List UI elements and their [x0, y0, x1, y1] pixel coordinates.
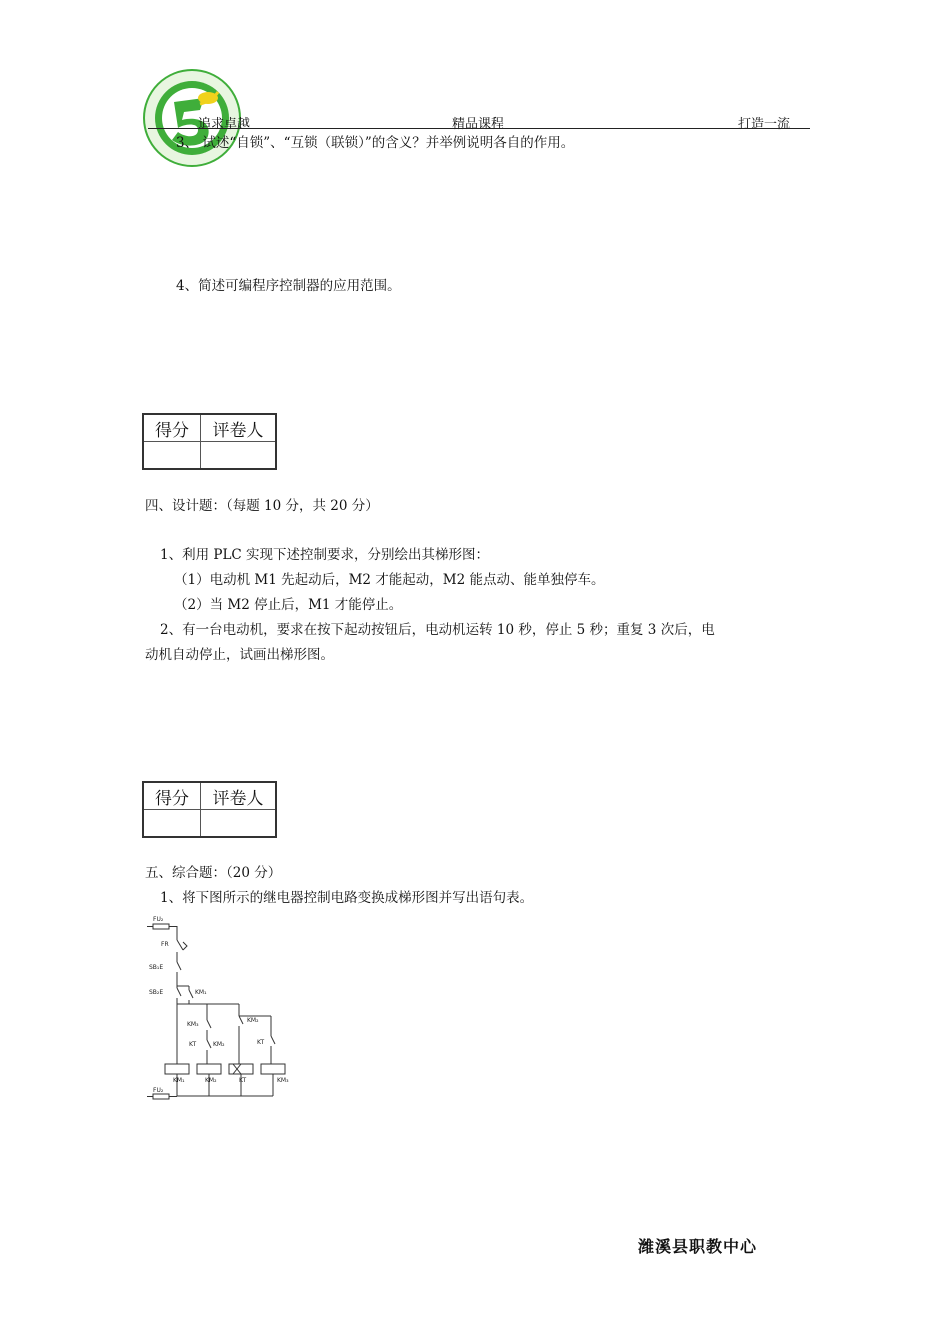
score-header: 得分	[143, 414, 201, 442]
header-left: 追求卓越	[198, 117, 251, 132]
circuit-label-fu-top: FU₂	[153, 916, 164, 923]
relay-circuit-diagram	[143, 912, 293, 1107]
circuit-label-km2-nc: KM₂	[247, 1017, 259, 1024]
section-4-question-2-line2: 动机自动停止，试画出梯形图。	[145, 647, 334, 663]
header-center: 精品课程	[452, 117, 505, 132]
circuit-label-coil-kt: KT	[239, 1077, 247, 1084]
grader-header: 评卷人	[201, 782, 277, 810]
circuit-label-kt-right: KT	[257, 1039, 265, 1046]
score-table-2	[142, 781, 277, 838]
grader-cell	[201, 442, 277, 470]
circuit-label-sb1: SB₁E	[149, 964, 164, 971]
score-cell	[143, 810, 201, 838]
score-cell	[143, 442, 201, 470]
section-5-question-1: 1、将下图所示的继电器控制电路变换成梯形图并写出语句表。	[160, 890, 534, 906]
circuit-label-coil-km3: KM₃	[277, 1077, 289, 1084]
circuit-label-fr: FR	[161, 941, 169, 948]
section-4-question-1b: （2）当 M2 停止后，M1 才能停止。	[174, 597, 403, 613]
header-rule	[148, 128, 810, 129]
score-header: 得分	[143, 782, 201, 810]
circuit-label-km2-no: KM₂	[213, 1041, 225, 1048]
grader-cell	[201, 810, 277, 838]
footer-school-name: 潍溪县职教中心	[638, 1237, 758, 1256]
question-3: 3、 试述“自锁”、“互锁（联锁）”的含义？并举例说明各自的作用。	[176, 135, 575, 151]
circuit-label-sb2: SB₂E	[149, 989, 164, 996]
circuit-label-fu-bottom: FU₂	[153, 1087, 164, 1094]
section-4-question-1: 1、利用 PLC 实现下述控制要求，分别绘出其梯形图：	[160, 547, 490, 563]
section-5-title: 五、综合题：（20 分）	[145, 865, 282, 881]
question-4: 4、简述可编程序控制器的应用范围。	[176, 278, 401, 294]
circuit-label-coil-km1: KM₁	[173, 1077, 185, 1084]
section-4-question-1a: （1）电动机 M1 先起动后，M2 才能起动，M2 能点动、能单独停车。	[174, 572, 605, 588]
grader-header: 评卷人	[201, 414, 277, 442]
header-right: 打造一流	[738, 117, 791, 132]
score-table-1	[142, 413, 277, 470]
circuit-label-km3-nc: KM₃	[187, 1021, 199, 1028]
section-4-question-2-line1: 2、有一台电动机，要求在按下起动按钮后，电动机运转 10 秒，停止 5 秒；重复 3 次后，电	[160, 622, 715, 638]
circuit-label-km1-contact: KM₁	[195, 989, 207, 996]
circuit-label-coil-km2: KM₂	[205, 1077, 217, 1084]
section-4-title: 四、设计题：（每题 10 分，共 20 分）	[145, 498, 379, 514]
circuit-label-kt-left: KT	[189, 1041, 197, 1048]
